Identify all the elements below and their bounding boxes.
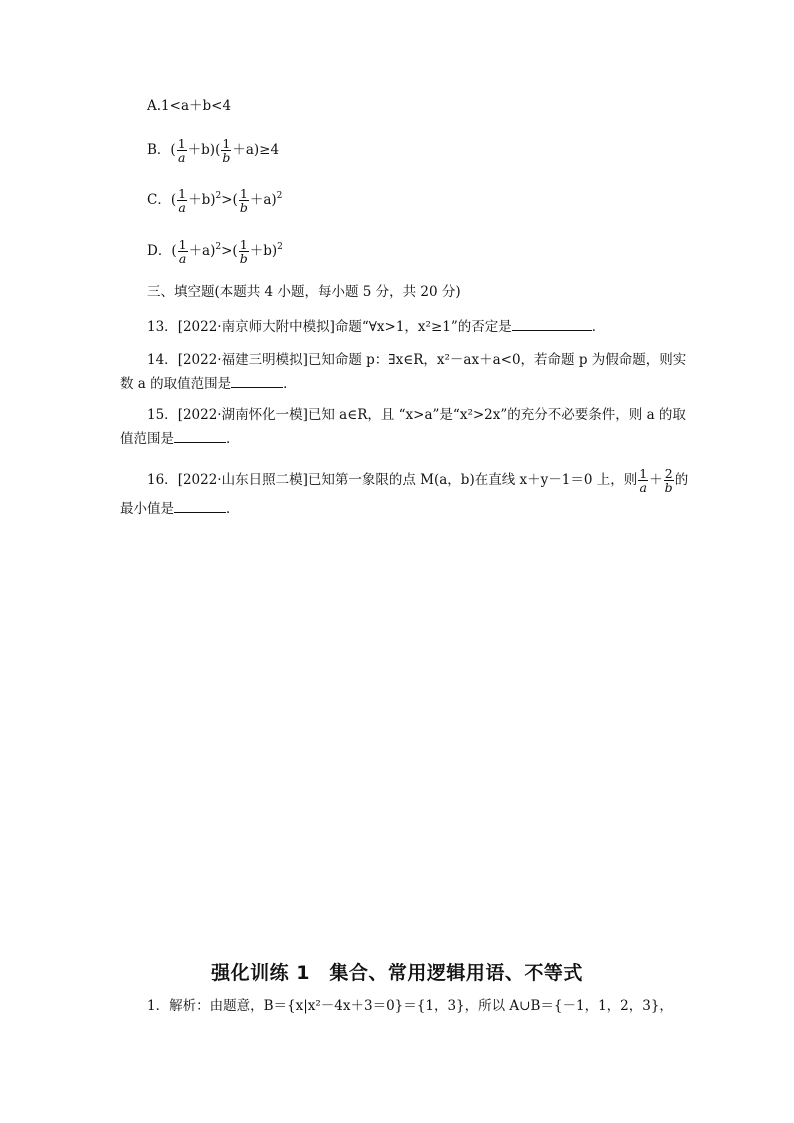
question-text: [2022·福建三明模拟]已知命题 p：∃x∈R，x²－ax＋a<0，若命题 p 为假命题，则实: [177, 352, 687, 368]
question-14-line-2: [120, 373, 297, 394]
exponent: 2: [276, 191, 283, 201]
question-tail: 的: [674, 472, 689, 488]
plus-sign: ＋: [649, 472, 663, 488]
question-text-cont: 数 a 的取值范围是: [120, 376, 232, 392]
fraction-1-over-a: $\frac{1}{a}$: [639, 466, 648, 495]
question-15-line-2: [120, 428, 240, 449]
question-text: [2022·湖南怀化一模]已知 a∈R，且 “x>a”是“x²>2x”的充分不必要条件，则 a 的取: [177, 407, 686, 423]
answer-blank: [512, 316, 592, 331]
question-text: [2022·山东日照二模]已知第一象限的点 M(a，b)在直线 x＋y－1＝0 上，则: [177, 472, 638, 488]
answer-label: 解析：: [169, 998, 210, 1014]
fraction-2-over-b: $\frac{2}{b}$: [664, 466, 673, 495]
option-b-label: B．: [147, 142, 171, 158]
answer-1: [147, 996, 673, 1016]
option-b: [147, 137, 279, 164]
question-end: ．: [226, 431, 240, 447]
option-c-part3: ＋a): [249, 192, 277, 208]
question-text-cont: 值范围是: [120, 431, 174, 447]
question-number: 14．: [147, 352, 178, 368]
option-c: [147, 187, 282, 214]
option-d-part3: ＋b): [249, 243, 278, 259]
exponent: 2: [277, 242, 283, 252]
option-d-label: D．: [147, 243, 172, 259]
option-a: [147, 96, 231, 116]
question-text: [2022·南京师大附中模拟]命题“∀x>1，x²≥1”的否定是: [177, 319, 512, 335]
option-d: [147, 238, 283, 265]
question-16-line-2: [120, 498, 240, 519]
question-13: [147, 316, 605, 337]
question-end: ．: [283, 376, 297, 392]
question-number: 13．: [147, 319, 178, 335]
exponent: 2: [215, 191, 222, 201]
answer-section-heading: 强化训练 1 集合、常用逻辑用语、不等式: [211, 962, 583, 984]
fraction-1-over-a: $\frac{1}{a}$: [178, 237, 187, 266]
question-number: 15．: [147, 407, 178, 423]
option-a-label: A.: [147, 98, 162, 114]
option-c-part2: >(: [221, 192, 238, 208]
answer-blank: [231, 373, 283, 388]
option-b-part2: ＋a)≥4: [232, 142, 280, 158]
option-d-part1: ＋a): [188, 243, 216, 259]
question-text-cont: 最小值是: [120, 501, 174, 517]
answer-blank: [174, 498, 226, 513]
question-14-line-1: [147, 350, 686, 370]
fraction-1-over-b: $\frac{1}{b}$: [222, 136, 231, 165]
option-c-part1: ＋b): [188, 192, 216, 208]
exponent: 2: [215, 242, 222, 252]
option-c-label: C．: [147, 192, 171, 208]
option-d-part2: >(: [221, 243, 238, 259]
question-end: ．: [591, 319, 606, 335]
answer-blank: [174, 428, 226, 443]
question-number: 16．: [147, 472, 178, 488]
option-c-paren: (: [170, 192, 177, 208]
fraction-1-over-a: $\frac{1}{a}$: [178, 186, 187, 215]
fraction-1-over-b: $\frac{1}{b}$: [239, 186, 248, 215]
fraction-1-over-b: $\frac{1}{b}$: [239, 237, 248, 266]
option-b-part1: ＋b)(: [187, 142, 221, 158]
answer-text: 由题意，B＝{x|x²－4x＋3＝0}＝{1，3}，所以 A∪B＝{－1，1，2，3}，: [209, 998, 673, 1014]
fraction-1-over-a: $\frac{1}{a}$: [177, 136, 186, 165]
option-d-paren: (: [171, 243, 177, 259]
option-b-paren: (: [170, 142, 176, 158]
question-15-line-1: [147, 405, 686, 425]
question-end: ．: [226, 501, 240, 517]
section-title: 三、填空题(本题共 4 小题，每小题 5 分，共 20 分): [147, 284, 461, 300]
question-16-line-1: [147, 467, 688, 494]
answer-number: 1．: [147, 998, 170, 1014]
option-a-text: 1<a＋b<4: [161, 98, 232, 114]
